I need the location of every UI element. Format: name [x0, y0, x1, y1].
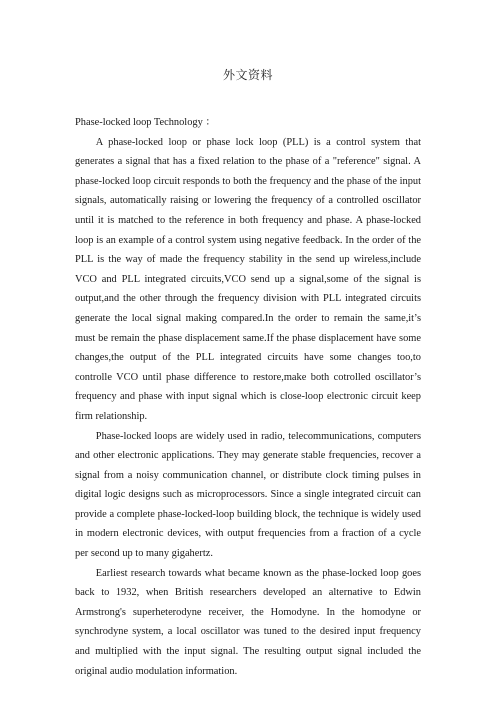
- document-body: [75, 113, 421, 681]
- section-heading: Phase-locked loop Technology ：: [75, 117, 216, 128]
- page-title: 外文资料: [222, 68, 273, 82]
- paragraph-2: Phase-locked loops are widely used in radio, telecommunications, computers and other electronic applications. They may generate stable frequencies, recover a signal from a noisy communication channel, or distribute clock timing pulses in digital logic designs such as microprocessors. Since a single integrated circuit can provide a complete phase-locked-loop building block, the technique is widely used in modern electronic devices, with output frequencies from a fraction of a cycle per second up to many gigahertz.: [75, 430, 421, 560]
- paragraph-1: A phase-locked loop or phase lock loop (PLL) is a control system that generates a signal that has a fixed relation to the phase of a "reference" signal. A phase-locked loop circuit responds to both the frequency and the phase of the input signals, automatically raising or lowering the frequency of a controlled oscillator until it is matched to the reference in both frequency and phase. A phase-locked loop is an example of a control system using negative feedback. In the order of the PLL is the way of made the frequency stability in the send up wireless,include VCO and PLL integrated circuits,VCO send up a signal,some of the signal is output,and the other through the frequency division with PLL integrated circuits generate the local signal making compared.In the order to remain the same,it’s must be remain the phase displacement same.If the phase displacement have some changes,the output of the PLL integrated circuits have some changes too,to controlle VCO until phase difference to restore,make both cotrolled oscillator’s frequency and phase with input signal which is close-loop electronic circuit keep firm relationship.: [75, 136, 421, 422]
- paragraph-3: Earliest research towards what became known as the phase-locked loop goes back to 1932, when British researchers developed an alternative to Edwin Armstrong's superheterodyne receiver, the Homodyne. In the homodyne or synchrodyne system, a local oscillator was tuned to the desired input frequency and multiplied with the input signal. The resulting output signal included the original audio modulation information.: [75, 567, 421, 677]
